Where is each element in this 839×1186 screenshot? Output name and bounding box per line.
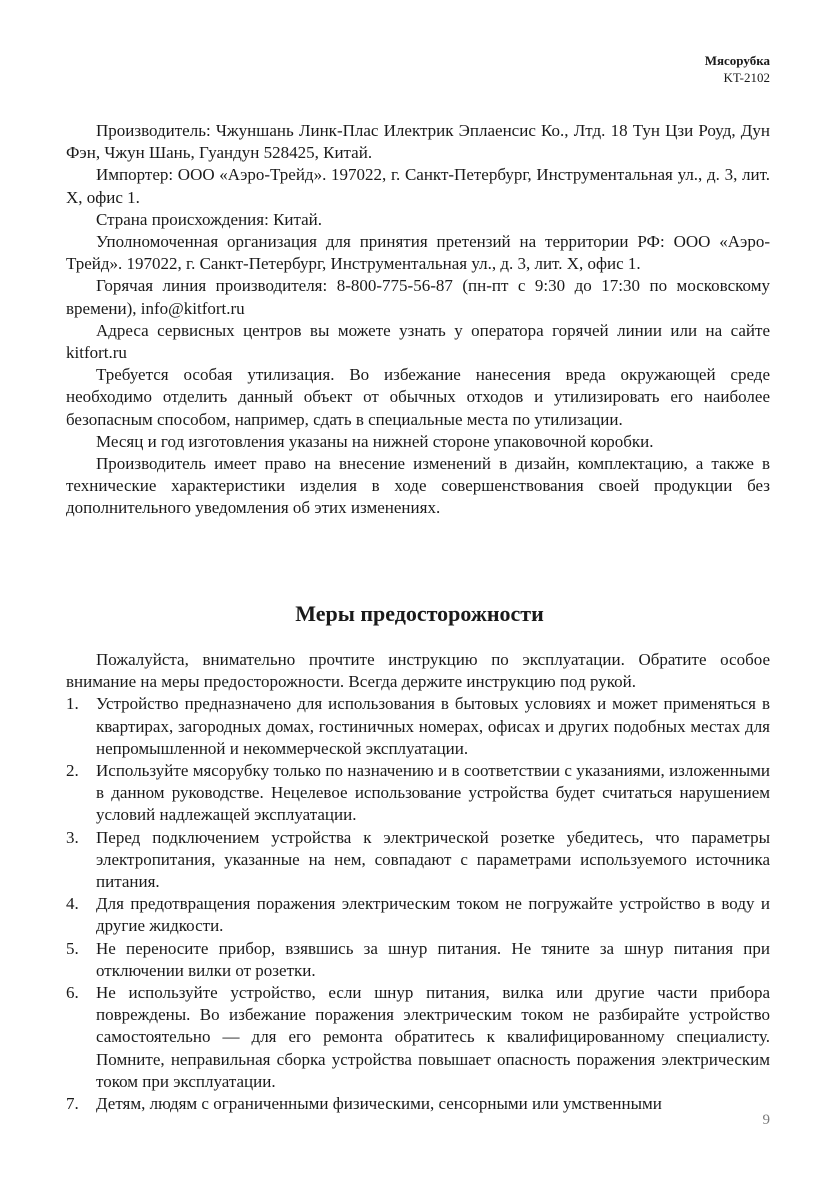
paragraph-changes: Производитель имеет право на внесение изменений в дизайн, комплектацию, а также в технические характеристики изделия в ходе совершенствования своей продукции без дополнительного уведомления об этих изменениях. bbox=[66, 454, 770, 518]
list-item-text: Перед подключением устройства к электрической розетке убедитесь, что параметры электропитания, указанные на нем, совпадают с параметрами используемого источника питания. bbox=[96, 827, 770, 892]
list-item-number: 4. bbox=[66, 894, 79, 914]
manufacturer-info bbox=[66, 120, 770, 520]
precautions-section bbox=[66, 649, 770, 1115]
list-item-number: 2. bbox=[66, 761, 79, 781]
paragraph-disposal: Требуется особая утилизация. Во избежание нанесения вреда окружающей среде необходимо отделить данный объект от обычных отходов и утилизировать его наиболее безопасным способом, например, сдать в специальные места по утилизации. bbox=[66, 365, 770, 429]
list-item-number: 6. bbox=[66, 983, 79, 1003]
list-item-number: 5. bbox=[66, 938, 79, 958]
list-item-text: Не используйте устройство, если шнур питания, вилка или другие части прибора повреждены. Во избежание поражения электрическим током не разбирайте устройство самостоятельно — для его ремонта обратитесь к квалифицированному специалисту. Помните, неправильная сборка устройства повышает опасность поражения электрическим током при эксплуатации. bbox=[96, 983, 770, 1091]
list-item bbox=[66, 893, 770, 937]
paragraph-importer: Импортер: ООО «Аэро-Трейд». 197022, г. Санкт-Петербург, Инструментальная ул., д. 3, лит. Х, офис 1. bbox=[66, 165, 770, 207]
paragraph-country: Страна происхождения: Китай. bbox=[96, 209, 323, 229]
list-item bbox=[66, 982, 770, 1093]
list-item bbox=[66, 760, 770, 827]
paragraph-service-centers: Адреса сервисных центров вы можете узнать у оператора горячей линии или на сайте kitfort.ru bbox=[66, 320, 770, 363]
list-item bbox=[66, 1093, 770, 1115]
precautions-list bbox=[66, 693, 770, 1115]
paragraph-hotline: Горячая линия производителя: 8-800-775-56-87 (пн-пт с 9:30 до 17:30 по московскому времени), info@kitfort.ru bbox=[66, 276, 770, 318]
list-item-number: 7. bbox=[66, 1094, 79, 1114]
paragraph-manufacturer: Производитель: Чжуншань Линк-Плас Илектрик Эплаенсис Ко., Лтд. 18 Тун Цзи Роуд, Дун Фэн, Чжун Шань, Гуандун 528425, Китай. bbox=[66, 121, 770, 163]
list-item-text: Используйте мясорубку только по назначению и в соответствии с указаниями, изложенными в данном руководстве. Нецелевое использование устройства будет считаться нарушением условий надлежащей эксплуатации. bbox=[96, 761, 770, 825]
list-item-text: Не переносите прибор, взявшись за шнур питания. Не тяните за шнур питания при отключении вилки от розетки. bbox=[96, 938, 770, 980]
list-item bbox=[66, 827, 770, 894]
list-item-text: Для предотвращения поражения электрическим током не погружайте устройство в воду и другие жидкости. bbox=[96, 894, 770, 936]
list-item bbox=[66, 693, 770, 760]
precautions-lead: Пожалуйста, внимательно прочтите инструкцию по эксплуатации. Обратите особое внимание на меры предосторожности. Всегда держите инструкцию под рукой. bbox=[66, 650, 770, 692]
list-item-text: Устройство предназначено для использования в бытовых условиях и может применяться в квартирах, загородных домах, гостиничных номерах, офисах и других подобных местах для непромышленной и некоммерческой эксплуатации. bbox=[96, 694, 770, 758]
paragraph-manufacture-date: Месяц и год изготовления указаны на нижней стороне упаковочной коробки. bbox=[96, 431, 654, 451]
page-number: 9 bbox=[762, 1112, 770, 1128]
header-title: Мясорубка bbox=[704, 53, 770, 68]
list-item-number: 3. bbox=[66, 827, 79, 847]
list-item-number: 1. bbox=[66, 694, 79, 714]
header-model: KT-2102 bbox=[723, 70, 770, 85]
paragraph-authorized-org: Уполномоченная организация для принятия претензий на территории РФ: ООО «Аэро-Трейд». 197022, г. Санкт-Петербург, Инструментальная ул., д. 3, лит. Х, офис 1. bbox=[66, 232, 770, 274]
section-title: Меры предосторожности bbox=[295, 601, 544, 626]
list-item-text: Детям, людям с ограниченными физическими, сенсорными или умственными bbox=[96, 1094, 662, 1114]
list-item bbox=[66, 938, 770, 982]
running-header bbox=[705, 52, 770, 86]
